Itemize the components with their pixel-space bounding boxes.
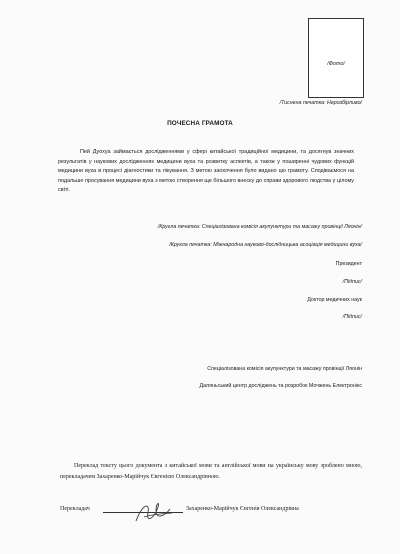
signature-note-1: /Підпис/ [342,279,362,285]
president-title: Президент [335,261,362,267]
photo-label: /Фото/ [327,61,345,67]
document-title: ПОЧЕСНА ГРАМОТА [167,120,233,127]
handwritten-signature [130,497,176,527]
translation-note: Переклад тексту цього документа з китайської мови та англійської мови на українську мову зроблено мною, перекладачем Захаренко-Марійчук Євгенією Олександрівною. [60,463,362,480]
photo-placeholder [308,18,364,98]
round-seal-note-2: /Кругла печатка: Міжнародна науково-дослідницька асоціація медицини вуха/ [169,242,362,248]
translator-name: Захаренко-Марійчук Євгенія Олександрівна [186,506,299,512]
organization-2: Даляньський центр досліджень та розробок Мочжень Електронікс [199,383,362,389]
signature-note-2: /Підпис/ [342,314,362,320]
body-paragraph: Пей Дуохуа займається дослідженнями у сфері китайської традиційної медицини, та досягнув значних результатів у наукових дослідженнях медицини вуха та розвитку аспектів, а також у поширенні чудових функцій медицини вуха в процесі діагностики та лікування. З метою заохочення було видано цю грамоту. Сподіваємося на подальше просування медицини вуха з метою створення ще більшого внеску до справи здорового людства у цілому світі. [58,149,354,194]
translator-label: Перекладач [60,506,90,512]
round-seal-note-1: /Кругла печатка: Спеціалізована комісія акупунктури та масажу провінції Ляонін/ [157,224,362,230]
embossed-seal-note: /Тиснена печатка: Нерозбірливо/ [279,100,362,106]
doctor-title: Доктор медичних наук [307,297,362,303]
organization-1: Спеціалізована комісія акупунктури та масажу провінції Ляонін [207,366,362,372]
